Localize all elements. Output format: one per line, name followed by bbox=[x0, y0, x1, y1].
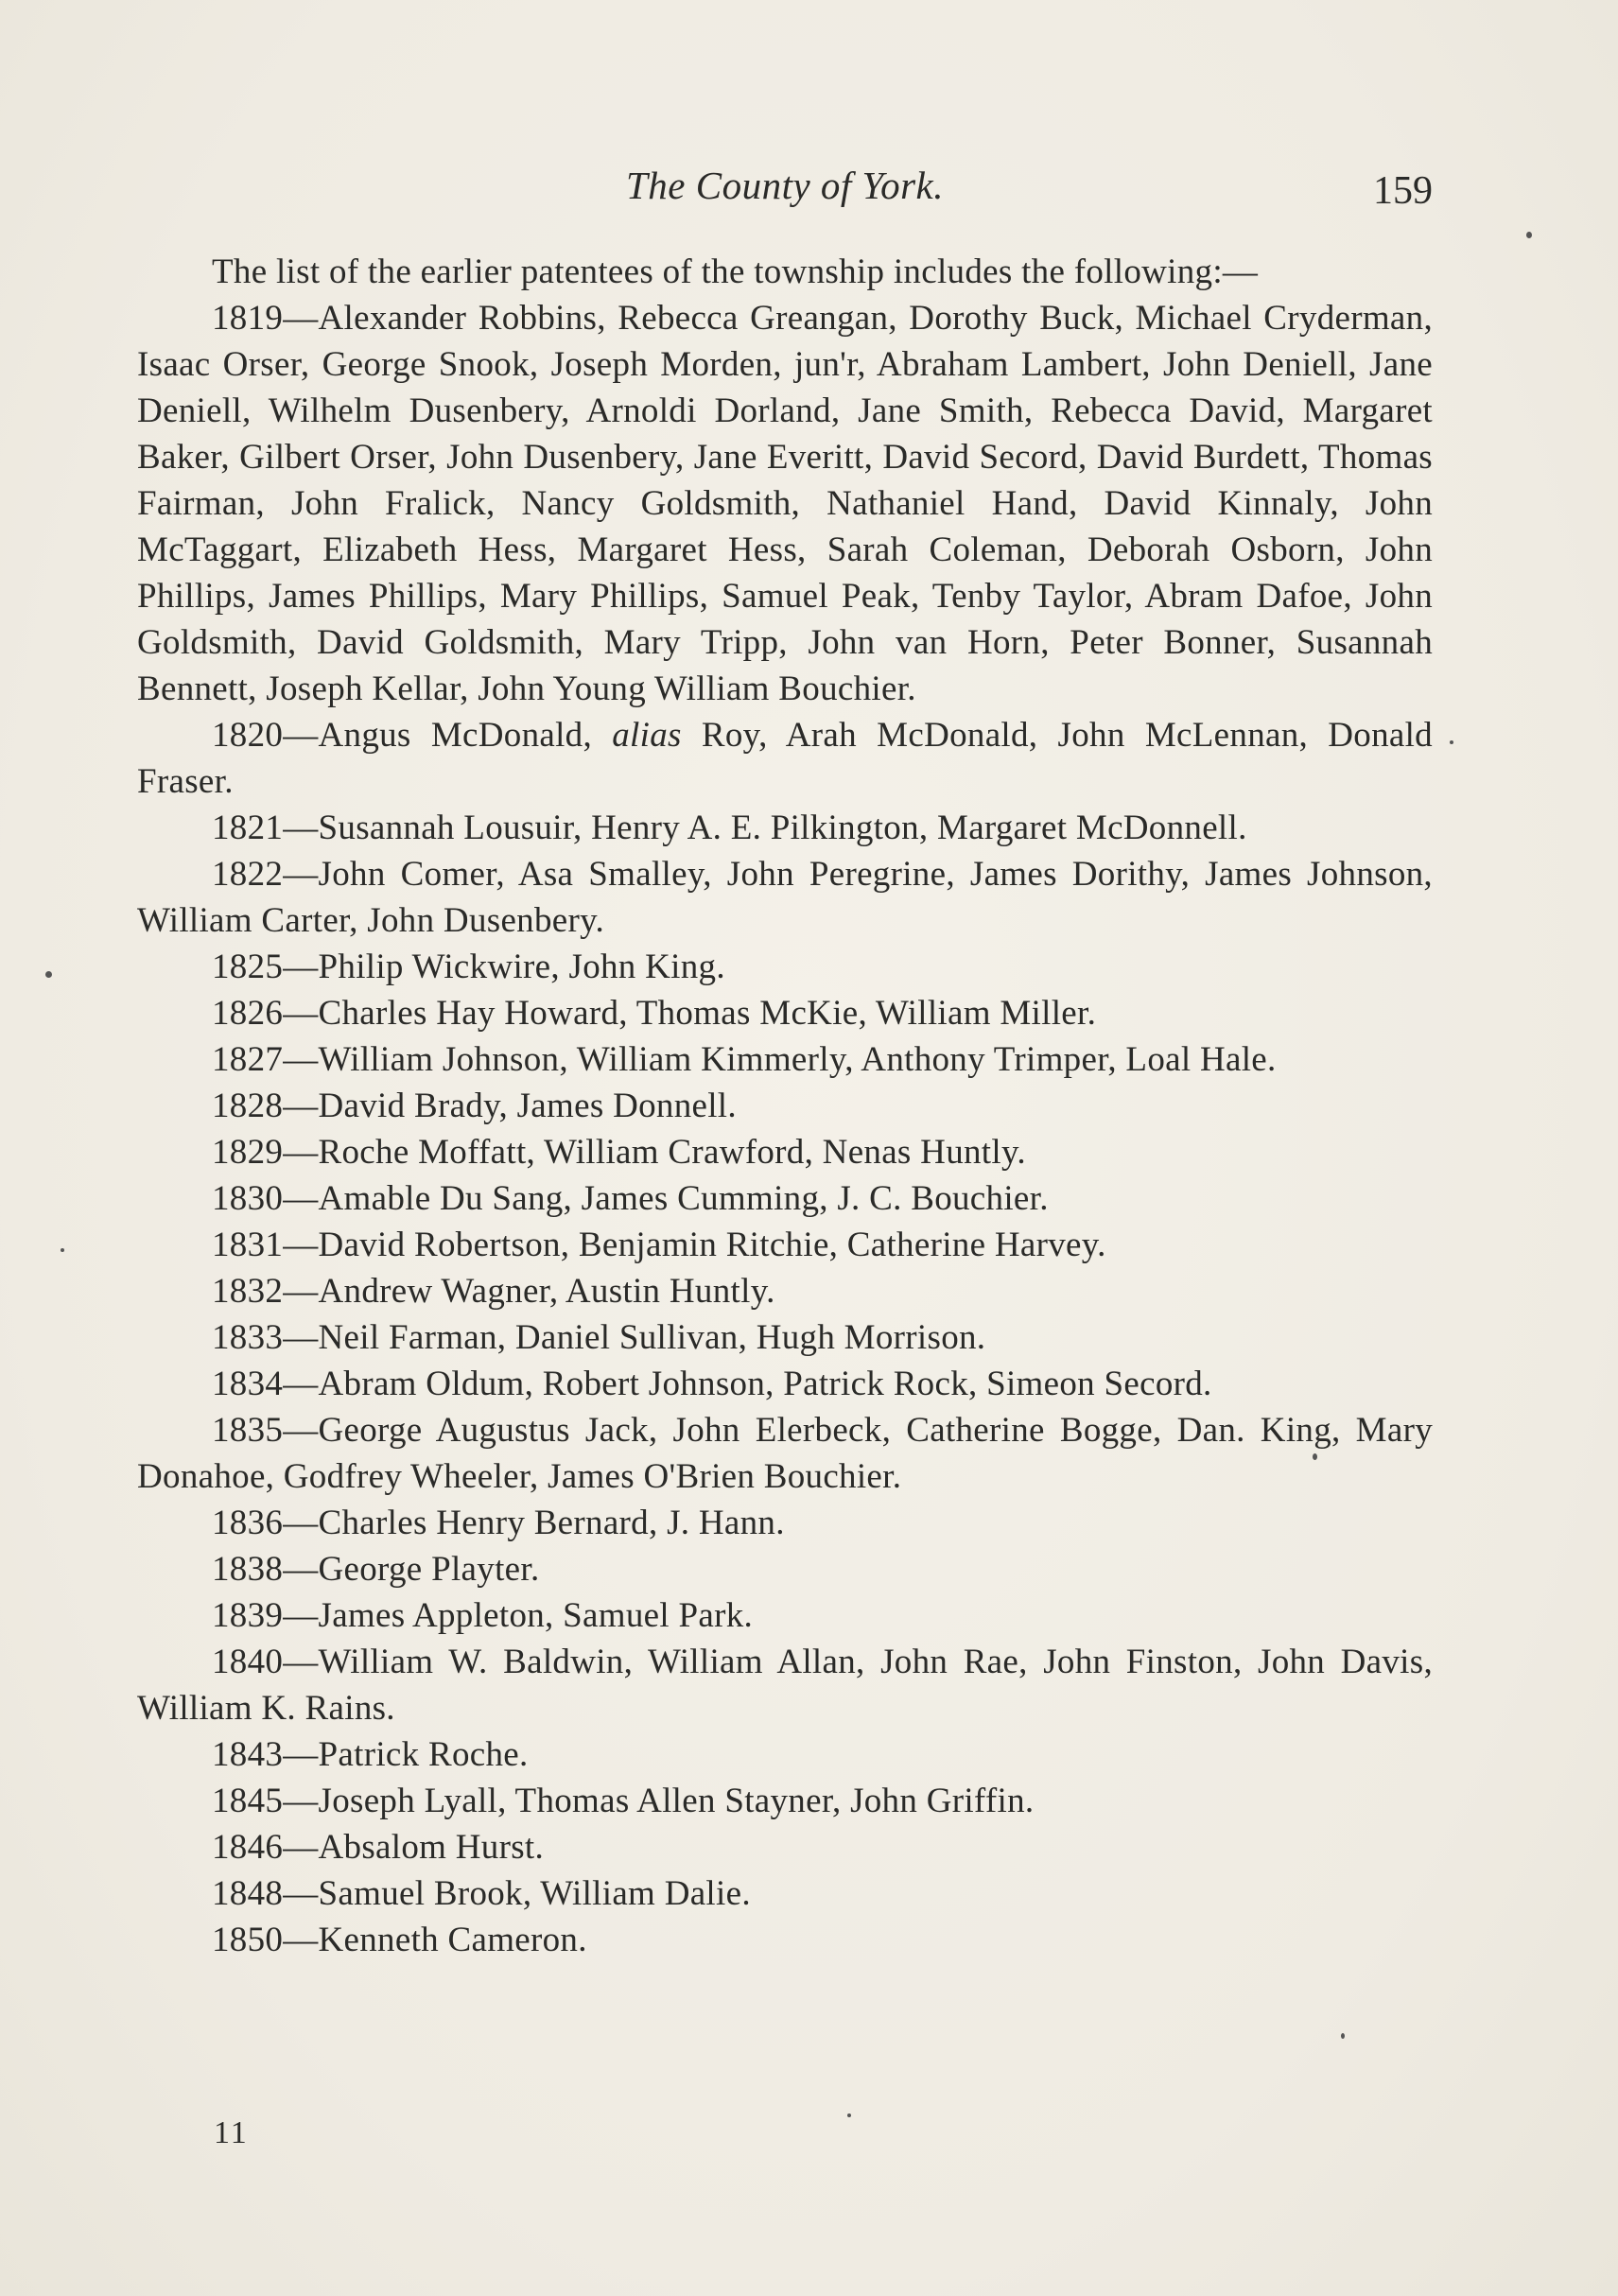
patent-entry bbox=[137, 1407, 1433, 1500]
entry-dash: — bbox=[283, 809, 319, 847]
entry-list bbox=[137, 295, 1433, 1963]
entry-names: Philip Wickwire, John King. bbox=[318, 948, 725, 986]
entry-year: 1826 bbox=[212, 994, 284, 1033]
patent-entry bbox=[137, 1917, 1433, 1963]
entry-dash: — bbox=[283, 1735, 319, 1774]
patent-entry bbox=[137, 805, 1433, 851]
patent-entry bbox=[137, 712, 1433, 805]
entry-dash: — bbox=[283, 716, 319, 755]
entry-names: Absalom Hurst. bbox=[318, 1828, 545, 1867]
print-speck bbox=[1341, 2033, 1345, 2039]
patent-entry bbox=[137, 1824, 1433, 1870]
patent-entry bbox=[137, 1222, 1433, 1268]
intro-paragraph: The list of the earlier patentees of the township includes the following:— bbox=[212, 252, 1259, 291]
entry-dash: — bbox=[283, 1504, 319, 1542]
entry-names: Roche Moffatt, William Crawford, Nenas Huntly. bbox=[318, 1133, 1026, 1172]
patent-entry bbox=[137, 1129, 1433, 1175]
entry-dash: — bbox=[283, 1596, 319, 1635]
entry-dash: — bbox=[283, 1782, 319, 1820]
entry-dash: — bbox=[283, 1040, 319, 1079]
patent-entry bbox=[137, 1500, 1433, 1546]
entry-names: William Johnson, William Kimmerly, Anthony Trimper, Loal Hale. bbox=[318, 1040, 1277, 1079]
entry-dash: — bbox=[283, 855, 319, 894]
print-speck bbox=[45, 971, 52, 978]
entry-year: 1825 bbox=[212, 948, 284, 986]
entry-dash: — bbox=[283, 1087, 319, 1125]
entry-dash: — bbox=[283, 1226, 319, 1264]
entry-names: John Comer, Asa Smalley, John Peregrine, James Dorithy, James Johnson, William Carter, John Dusenbery. bbox=[137, 855, 1433, 940]
entry-dash: — bbox=[283, 1179, 319, 1218]
entry-names: Angus McDonald, bbox=[318, 716, 613, 755]
print-speck bbox=[1450, 740, 1453, 744]
entry-year: 1832 bbox=[212, 1272, 284, 1311]
entry-names: Kenneth Cameron. bbox=[318, 1921, 587, 1959]
patent-entry bbox=[137, 1314, 1433, 1361]
running-head: The County of York. bbox=[625, 164, 945, 207]
patent-entry bbox=[137, 1639, 1433, 1731]
entry-year: 1830 bbox=[212, 1179, 284, 1218]
entry-names: Neil Farman, Daniel Sullivan, Hugh Morrison. bbox=[318, 1318, 986, 1357]
entry-year: 1820 bbox=[212, 716, 284, 755]
entry-dash: — bbox=[283, 1550, 319, 1589]
patent-entry bbox=[137, 1361, 1433, 1407]
entry-names: Abram Oldum, Robert Johnson, Patrick Rock, Simeon Secord. bbox=[318, 1365, 1212, 1403]
entry-dash: — bbox=[283, 299, 319, 338]
patent-entry bbox=[137, 1870, 1433, 1917]
entry-names: George Augustus Jack, John Elerbeck, Catherine Bogge, Dan. King, Mary Donahoe, Godfrey Wheeler, James O'Brien Bouchier. bbox=[137, 1411, 1433, 1496]
signature-mark: 11 bbox=[214, 2115, 249, 2150]
entry-year: 1840 bbox=[212, 1643, 284, 1681]
entry-year: 1821 bbox=[212, 809, 284, 847]
print-speck bbox=[1313, 1453, 1317, 1460]
alias-word: alias bbox=[612, 716, 682, 755]
entry-year: 1827 bbox=[212, 1040, 284, 1079]
patent-entry bbox=[137, 295, 1433, 712]
entry-dash: — bbox=[283, 1133, 319, 1172]
patent-entry bbox=[137, 1036, 1433, 1083]
entry-names: Amable Du Sang, James Cumming, J. C. Bouchier. bbox=[318, 1179, 1049, 1218]
entry-year: 1829 bbox=[212, 1133, 284, 1172]
patent-entry bbox=[137, 1175, 1433, 1222]
entry-year: 1828 bbox=[212, 1087, 284, 1125]
patent-entry bbox=[137, 851, 1433, 944]
entry-names: Samuel Brook, William Dalie. bbox=[318, 1874, 751, 1913]
entry-year: 1846 bbox=[212, 1828, 284, 1867]
entry-names: Patrick Roche. bbox=[318, 1735, 529, 1774]
entry-names: Susannah Lousuir, Henry A. E. Pilkington, Margaret McDonnell. bbox=[318, 809, 1247, 847]
print-speck bbox=[1526, 232, 1532, 238]
entry-year: 1843 bbox=[212, 1735, 284, 1774]
entry-dash: — bbox=[283, 1828, 319, 1867]
patent-entry bbox=[137, 1546, 1433, 1592]
entry-names: Joseph Lyall, Thomas Allen Stayner, John Griffin. bbox=[318, 1782, 1035, 1820]
entry-dash: — bbox=[283, 1643, 319, 1681]
entry-year: 1831 bbox=[212, 1226, 284, 1264]
entry-names: Alexander Robbins, Rebecca Greangan, Dorothy Buck, Michael Cryderman, Isaac Orser, George Snook, Joseph Morden, jun'r, Abraham Lambert, John Deniell, Jane Deniell, Wilhelm Dusenbery, Arnoldi Dorland, Jane Smith, Rebecca David, Margaret Baker, Gilbert Orser, John Dusenbery, Jane Everitt, David Secord, David Burdett, Thomas Fairman, John Fralick, Nancy Goldsmith, Nathaniel Hand, David Kinnaly, John McTaggart, Elizabeth Hess, Margaret Hess, Sarah Coleman, Deborah Osborn, John Phillips, James Phillips, Mary Phillips, Samuel Peak, Tenby Taylor, Abram Dafoe, John Goldsmith, David Goldsmith, Mary Tripp, John van Horn, Peter Bonner, Susannah Bennett, Joseph Kellar, John Young William Bouchier. bbox=[137, 299, 1433, 708]
entry-dash: — bbox=[283, 1874, 319, 1913]
patent-entry bbox=[137, 1778, 1433, 1824]
patent-entry bbox=[137, 1592, 1433, 1639]
entry-dash: — bbox=[283, 994, 319, 1033]
entry-year: 1850 bbox=[212, 1921, 284, 1959]
entry-year: 1845 bbox=[212, 1782, 284, 1820]
entry-year: 1833 bbox=[212, 1318, 284, 1357]
page-header bbox=[137, 163, 1433, 219]
entry-year: 1839 bbox=[212, 1596, 284, 1635]
patentee-list bbox=[137, 249, 1433, 1963]
entry-names: Andrew Wagner, Austin Huntly. bbox=[318, 1272, 775, 1311]
entry-year: 1835 bbox=[212, 1411, 284, 1450]
entry-year: 1836 bbox=[212, 1504, 284, 1542]
entry-names: Charles Hay Howard, Thomas McKie, William Miller. bbox=[318, 994, 1097, 1033]
entry-names: David Robertson, Benjamin Ritchie, Catherine Harvey. bbox=[318, 1226, 1106, 1264]
entry-year: 1838 bbox=[212, 1550, 284, 1589]
entry-dash: — bbox=[283, 1365, 319, 1403]
entry-year: 1819 bbox=[212, 299, 284, 338]
entry-year: 1848 bbox=[212, 1874, 284, 1913]
patent-entry bbox=[137, 944, 1433, 990]
patent-entry bbox=[137, 1083, 1433, 1129]
entry-dash: — bbox=[283, 1272, 319, 1311]
entry-names: David Brady, James Donnell. bbox=[318, 1087, 737, 1125]
patent-entry bbox=[137, 1731, 1433, 1778]
entry-names: Roy, Arah McDonald, John McLennan, Donald Fraser. bbox=[137, 716, 1433, 801]
print-speck bbox=[61, 1248, 64, 1252]
entry-dash: — bbox=[283, 948, 319, 986]
print-speck bbox=[847, 2113, 851, 2117]
patent-entry bbox=[137, 1268, 1433, 1314]
entry-year: 1834 bbox=[212, 1365, 284, 1403]
entry-names: Charles Henry Bernard, J. Hann. bbox=[318, 1504, 785, 1542]
entry-dash: — bbox=[283, 1411, 319, 1450]
entry-names: William W. Baldwin, William Allan, John Rae, John Finston, John Davis, William K. Rains. bbox=[137, 1643, 1433, 1728]
entry-names: James Appleton, Samuel Park. bbox=[318, 1596, 754, 1635]
entry-year: 1822 bbox=[212, 855, 284, 894]
entry-dash: — bbox=[283, 1921, 319, 1959]
entry-names: George Playter. bbox=[318, 1550, 540, 1589]
patent-entry bbox=[137, 990, 1433, 1036]
entry-dash: — bbox=[283, 1318, 319, 1357]
page-number: 159 bbox=[1373, 169, 1433, 213]
